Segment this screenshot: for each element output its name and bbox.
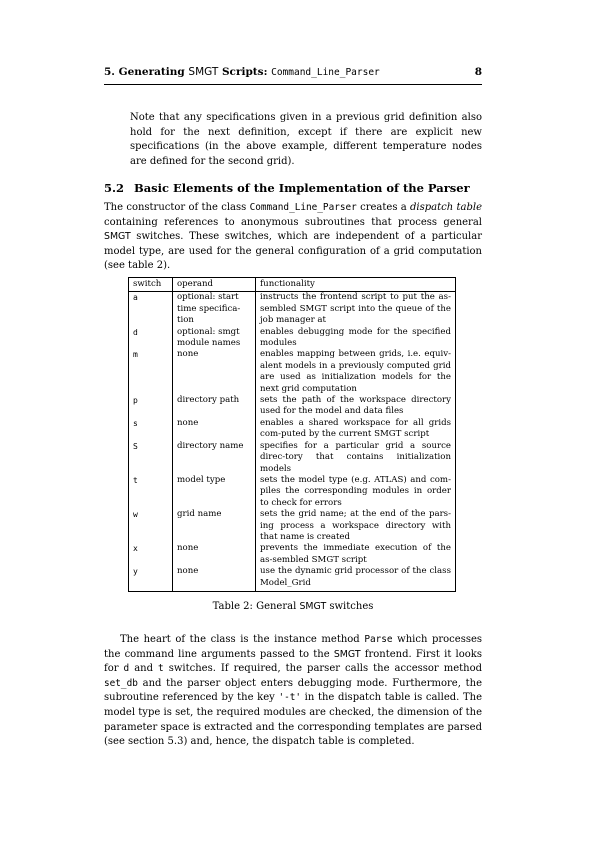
functionality-cell: prevents the immediate execution of the as-sembled SMGT script [256,543,456,566]
header-switch: switch [129,278,173,292]
section-heading [104,181,482,195]
note-paragraph: Note that any specifications given in a previous grid definition also hold for the next definition, except if there are explicit new specifications (in the above example, different temperature nodes are defined for the second grid). [130,112,482,167]
class-name: Command_Line_Parser [249,202,357,213]
switch-cell: y [129,566,173,591]
switch-cell: w [129,509,173,543]
switch-cell: s [129,418,173,441]
functionality-cell: enables mapping between grids, i.e. equiv-alent models in a previously computed grid are used as initialization models for the next grid computation [256,349,456,395]
functionality-cell: enables debugging mode for the specified modules [256,327,456,350]
header-functionality: functionality [256,278,456,292]
method-parse: Parse [364,634,393,645]
functionality-cell: sets the path of the workspace directory used for the model and data files [256,395,456,418]
section-title-text: Basic Elements of the Implementation of the Parser [134,181,470,195]
table-caption: Table 2: General SMGT switches [212,601,374,612]
operand-cell: grid name [173,509,256,543]
section-number: 5.2 [104,181,125,195]
table-row [129,349,456,395]
operand-cell: directory name [173,441,256,475]
operand-cell: none [173,543,256,566]
switches-table [128,277,456,592]
functionality-cell: specifies for a particular grid a source direc-tory that contains initialization models [256,441,456,475]
functionality-cell: instructs the frontend script to put the as-sembled SMGT script into the queue of the job manager at [256,292,456,327]
table-row [129,441,456,475]
switch-cell: m [129,349,173,395]
method-set-db: set_db [104,677,138,689]
operand-cell: none [173,418,256,441]
header-title: 5. Generating SMGT Scripts: Command_Line_Parser [104,66,380,78]
operand-cell: none [173,349,256,395]
operand-cell: optional: start time specifica-tion [173,292,256,327]
functionality-cell: enables a shared workspace for all grids com-puted by the current SMGT script [256,418,456,441]
switch-cell: x [129,543,173,566]
operand-cell: optional: smgt module names [173,327,256,350]
page-number: 8 [474,66,482,78]
functionality-cell: sets the grid name; at the end of the pars-ing process a workspace directory with that name is created [256,509,456,543]
header-rule [104,84,482,85]
dispatch-key: '-t' [278,692,302,704]
switch-cell: p [129,395,173,418]
operand-cell: directory path [173,395,256,418]
switch-cell: d [129,327,173,350]
operand-cell: none [173,566,256,591]
table-header-row [129,278,456,292]
table-row [129,395,456,418]
switch-cell: a [129,292,173,327]
table-row [129,292,456,327]
header-operand: operand [173,278,256,292]
functionality-cell: sets the model type (e.g. ATLAS) and com-piles the corresponding modules in order to check for errors [256,475,456,509]
table-row [129,509,456,543]
table-row [129,543,456,566]
table-row [129,418,456,441]
switch-cell: S [129,441,173,475]
table-row [129,475,456,509]
body-paragraph: The heart of the class is the instance method Parse which processes the command line arguments passed to the SMGT frontend. First it looks for d and t switches. If required, the parser calls the accessor method set_db and the parser object enters debugging mode. Furthermore, the subroutine referenced by the key '-t' in the dispatch table is called. The model type is set, the required modules are checked, the dimension of the parameter space is extracted and the corresponding templates are parsed (see section 5.3) and, hence, the dispatch table is completed. [104,634,483,748]
intro-paragraph: The constructor of the class Command_Line_Parser creates a dispatch table containing references to anonymous subroutines that process general SMGT switches. These switches, which are independent of a particular model type, are used for the general configuration of a grid computation (see table 2). [104,202,482,272]
table-row [129,566,456,591]
switch-cell: t [129,475,173,509]
dispatch-table-term: dispatch table [410,202,482,213]
functionality-cell: use the dynamic grid processor of the class Model_Grid [256,566,456,591]
operand-cell: model type [173,475,256,509]
running-header [104,66,482,78]
table-row [129,327,456,350]
